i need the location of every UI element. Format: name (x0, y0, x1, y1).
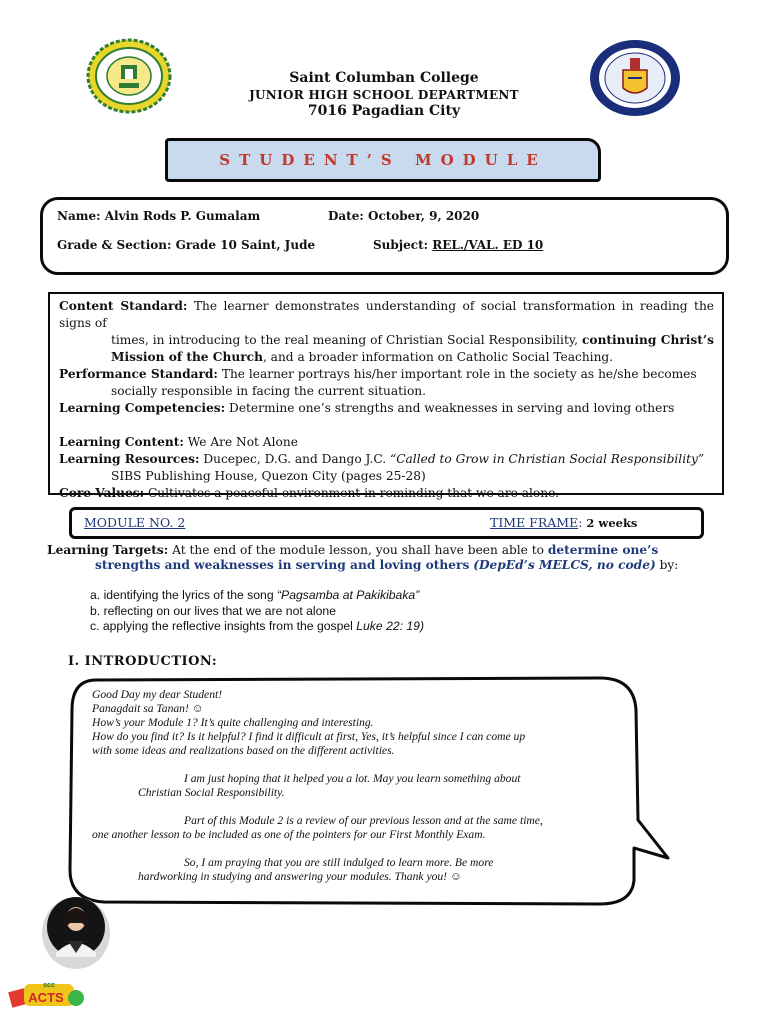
introduction-message: Good Day my dear Student! Panagdait sa Tanan! ☺ How’s your Module 1? It’s quite challenging and interesting. How do you find it? Is it helpful? I find it difficult at first, Yes, it’s helpful since I can come up with some ideas and realizations based on the different activities. I am just hoping that it helped you a lot. May you learn something about Christian Social Responsibility. Part of this Module 2 is a review of our previous lesson and at the same time, one another lesson to be included as one of the pointers for our First Monthly Exam. So, I am praying that you are still indulged to learn more. Be more hardworking in studying and answering your modules. Thank you! ☺ (92, 688, 543, 883)
school-city: 7016 Pagadian City (307, 103, 461, 119)
module-banner-title: STUDENT’S MODULE (219, 151, 547, 169)
module-info-box (69, 507, 704, 539)
department-name: JUNIOR HIGH SCHOOL DEPARTMENT (249, 88, 519, 102)
module-date: Date: October, 9, 2020 (328, 209, 480, 223)
list-item: c. applying the reflective insights from the gospel Luke 22: 19) (90, 619, 425, 633)
learning-targets: Learning Targets: At the end of the module lesson, you shall have been able to determine one’s strengths and weaknesses in serving and loving others (DepEd’s MELCS, no code) by: (47, 543, 679, 572)
learning-competencies: Learning Competencies: Determine one’s strengths and weaknesses in serving and loving others (59, 401, 675, 415)
acts-logo (8, 978, 88, 1014)
standards-box (48, 292, 724, 500)
student-name: Name: Alvin Rods P. Gumalam (57, 209, 261, 223)
performance-standard: Performance Standard: The learner portrays his/her important role in the society as he/she becomes socially responsible in facing the current situation. (59, 367, 697, 398)
learning-content: Learning Content: We Are Not Alone (59, 435, 298, 449)
student-info-box (40, 197, 729, 275)
subject: Subject: REL./VAL. ED 10 (373, 238, 544, 252)
teacher-photo (42, 889, 110, 969)
learning-targets-list (90, 588, 424, 635)
module-number: MODULE NO. 2 (84, 515, 186, 530)
grade-section: Grade & Section: Grade 10 Saint, Jude (57, 238, 316, 252)
acts-logo-top-text: scc (43, 982, 55, 989)
module-banner (165, 138, 601, 182)
learning-resources: Learning Resources: Ducepec, D.G. and Dango J.C. “Called to Grow in Christian Social Responsibility” SIBS Publishing House, Quezon City (pages 25-28) (59, 452, 705, 483)
list-item: a. identifying the lyrics of the song “Pagsamba at Pakikibaka” (90, 588, 420, 602)
list-item: b. reflecting on our lives that we are not alone (90, 603, 336, 618)
acts-logo-text: ACTS (28, 990, 64, 1005)
core-values: Core Values: Cultivates a peaceful environment in reminding that we are alone. (59, 486, 560, 500)
content-standard: Content Standard: The learner demonstrates understanding of social transformation in reading the signs of times, in introducing to the real meaning of Christian Social Responsibility, continuing Christ’s Mission of the Church, and a broader information on Catholic Social Teaching. (59, 299, 715, 364)
time-frame: TIME FRAME: 2 weeks (490, 515, 638, 530)
introduction-heading: I. INTRODUCTION: (68, 654, 218, 669)
school-name: Saint Columban College (289, 70, 479, 86)
